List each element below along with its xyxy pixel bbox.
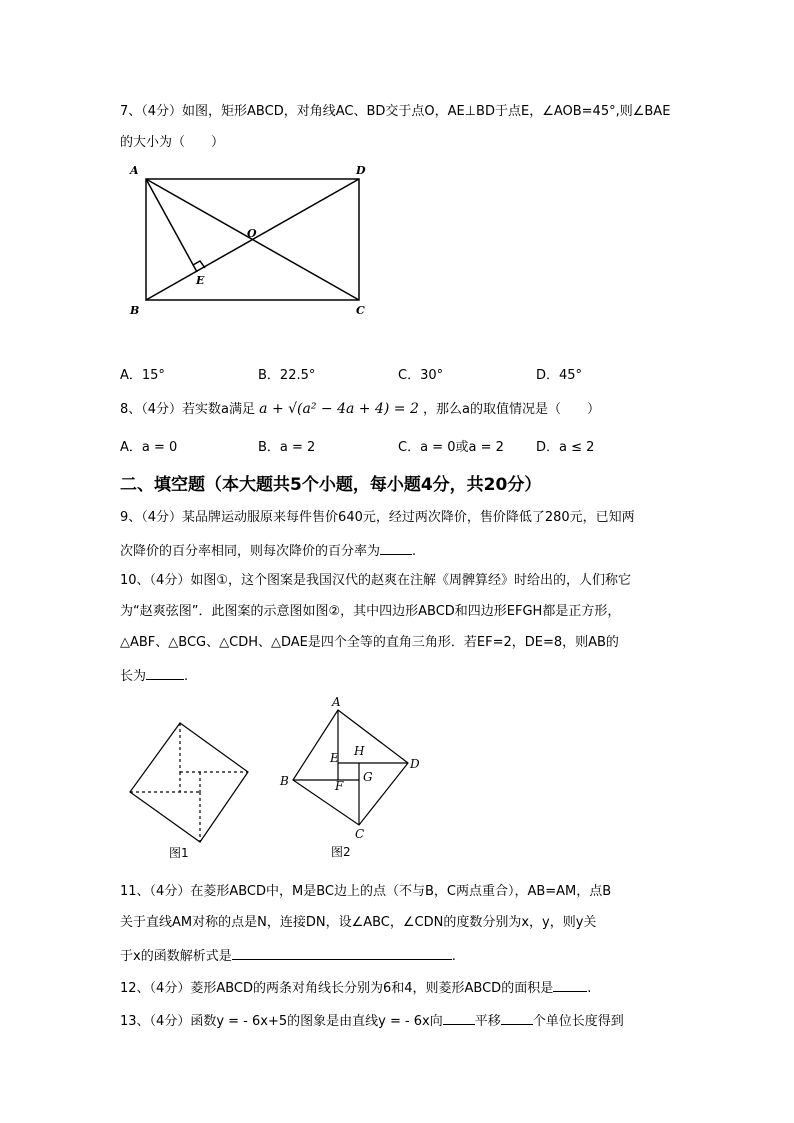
q7-label-B: B	[130, 304, 140, 317]
q7-label-C: C	[356, 304, 365, 317]
q13-blank-direction	[443, 1010, 475, 1025]
q8-option-a: A．a = 0	[120, 440, 178, 455]
q12-text-main: 12、（4分）菱形ABCD的两条对角线长分别为6和4，则菱形ABCD的面积是	[120, 981, 554, 996]
q7-label-A: A	[130, 164, 139, 177]
q7-label-D: D	[356, 164, 366, 177]
q10-line4-text: 长为	[120, 669, 147, 684]
q8-text	[120, 400, 600, 419]
q9-line2-text: 次降价的百分率相同，则每次降价的百分率为	[120, 544, 381, 559]
q10-fig2-label-F: F	[335, 779, 344, 793]
q11-text-line3	[120, 945, 456, 966]
section-heading-fill-in: 二、填空题（本大题共5个小题，每小题4分，共20分）	[120, 475, 542, 495]
q13-text	[120, 1010, 624, 1031]
q7-label-E: E	[196, 274, 205, 287]
q10-figure2	[275, 693, 430, 868]
q10-line4-end: .	[184, 669, 189, 684]
q9-text-line1: 9、（4分）某品牌运动服原来每件售价640元，经过两次降价，售价降低了280元，已知两	[120, 510, 635, 525]
q10-fig2-label-C: C	[355, 827, 365, 841]
q10-fig1-caption: 图1	[169, 846, 189, 860]
q7-rectangle-figure	[120, 160, 380, 320]
q8-option-d: D．a ≤ 2	[536, 440, 595, 455]
q7-option-c: C．30°	[398, 368, 444, 383]
q10-fig2-label-D: D	[410, 757, 420, 771]
q7-option-b: B．22.5°	[258, 368, 316, 383]
q7-option-a: A．15°	[120, 368, 165, 383]
q13-part1: 13、（4分）函数y = - 6x+5的图象是由直线y = - 6x向	[120, 1014, 443, 1029]
q12-text-end: .	[587, 981, 592, 996]
q11-line3-text: 于x的函数解析式是	[120, 949, 232, 964]
q11-answer-blank	[232, 945, 452, 960]
q7-text-line2: 的大小为（ ）	[120, 135, 225, 150]
q8-prefix: 8、（4分）若实数a满足	[120, 402, 256, 417]
q10-text-line3: △ABF、△BCG、△CDH、△DAE是四个全等的直角三角形．若EF=2，DE=8，则AB的	[120, 635, 619, 650]
q10-fig2-label-H: H	[354, 744, 365, 758]
q13-part3: 个单位长度得到	[532, 1014, 624, 1029]
q10-fig2-caption: 图2	[331, 845, 351, 859]
q8-formula: a + √(a² − 4a + 4) = 2	[259, 401, 419, 417]
q11-text-line2: 关于直线AM对称的点是N，连接DN，设∠ABC，∠CDN的度数分别为x，y，则y关	[120, 915, 597, 930]
q7-label-O: O	[247, 227, 257, 240]
q10-fig2-label-G: G	[363, 770, 373, 784]
q12-answer-blank	[553, 977, 587, 992]
q10-text-line1: 10、（4分）如图①，这个图案是我国汉代的赵爽在注解《周髀算经》时给出的，人们称它	[120, 573, 631, 588]
q7-option-d: D．45°	[536, 368, 583, 383]
q11-text-line1: 11、（4分）在菱形ABCD中，M是BC边上的点（不与B，C两点重合），AB=AM，点B	[120, 884, 612, 899]
q9-line2-end: .	[412, 544, 417, 559]
q12-text	[120, 977, 591, 998]
q9-text-line2	[120, 540, 416, 561]
q13-part2: 平移	[474, 1014, 501, 1029]
q10-figure1	[125, 720, 255, 865]
q10-answer-blank	[146, 665, 184, 680]
q11-line3-end: .	[451, 949, 456, 964]
q7-text-line1: 7、（4分）如图，矩形ABCD，对角线AC、BD交于点O，AE⊥BD于点E，∠AOB=45°,则∠BAE	[120, 104, 671, 119]
q10-fig2-label-A: A	[332, 695, 341, 709]
q10-fig2-label-E: E	[330, 751, 339, 765]
q8-option-b: B．a = 2	[258, 440, 316, 455]
q10-text-line4	[120, 665, 188, 686]
q10-text-line2: 为“赵爽弦图”．此图案的示意图如图②，其中四边形ABCD和四边形EFGH都是正方形，	[120, 604, 621, 619]
q10-fig2-label-B: B	[280, 774, 289, 788]
q9-answer-blank	[380, 540, 412, 555]
q8-suffix: ，那么a的取值情况是（ ）	[423, 402, 601, 417]
q13-blank-units	[501, 1010, 533, 1025]
q8-option-c: C．a = 0或a = 2	[398, 440, 504, 455]
